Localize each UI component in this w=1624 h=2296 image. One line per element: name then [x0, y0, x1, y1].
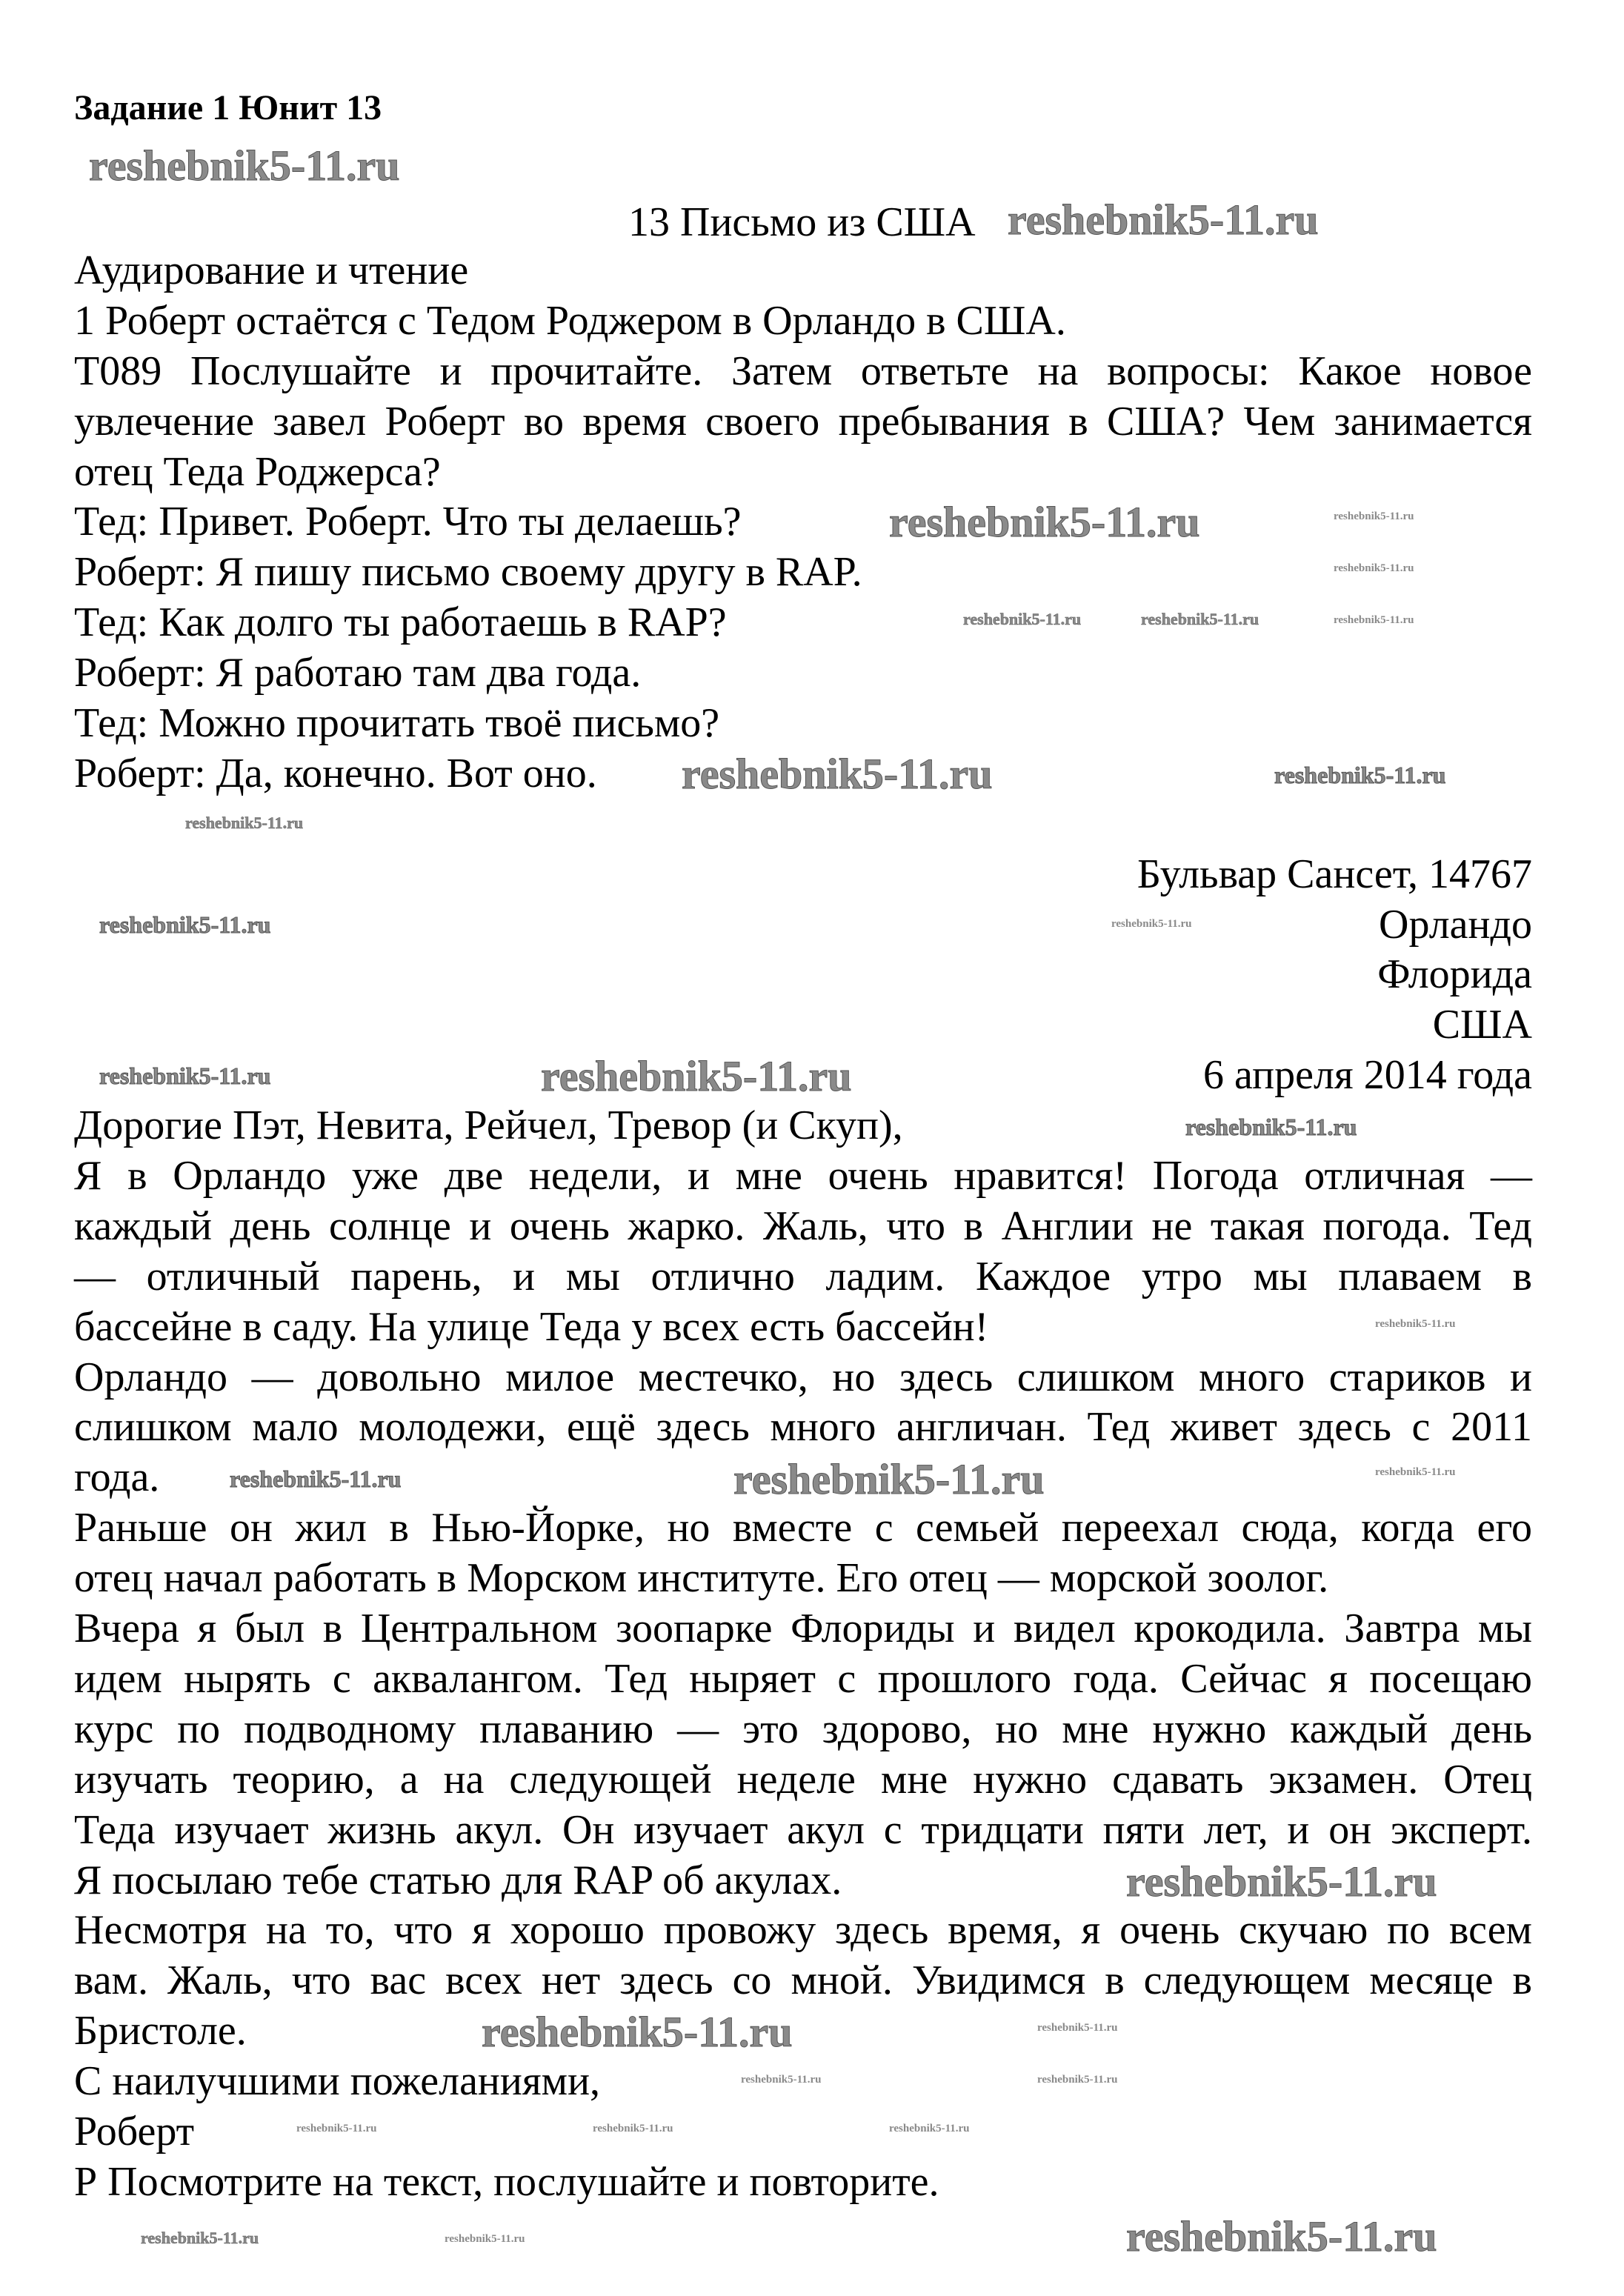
watermark: reshebnik5-11.ru	[1334, 510, 1414, 522]
letter-line: слишком мало молодежи, ещё здесь много англичан. Тед живет здесь с 2011	[74, 1404, 1532, 1451]
dialogue-line: Тед: Как долго ты работаешь в RAP?	[74, 599, 727, 646]
dialogue-line: Роберт: Я работаю там два года.	[74, 650, 642, 696]
letter-line: Раньше он жил в Нью-Йорке, но вместе с семьей переехал сюда, когда его	[74, 1505, 1532, 1551]
watermark: reshebnik5-11.ru	[741, 2074, 822, 2086]
letter-line: Я в Орландо уже две недели, и мне очень нравится! Погода отличная —	[74, 1153, 1532, 1199]
address-line: Флорида	[1377, 951, 1532, 998]
watermark: reshebnik5-11.ru	[541, 1052, 852, 1100]
letter-closing: С наилучшими пожеланиями,	[74, 2058, 601, 2105]
page-title: Задание 1 Юнит 13	[74, 88, 382, 127]
watermark: reshebnik5-11.ru	[141, 2229, 259, 2247]
letter-greeting: Дорогие Пэт, Невита, Рейчел, Тревор (и Скуп),	[74, 1102, 903, 1149]
document-body	[74, 246, 1532, 2208]
watermark: reshebnik5-11.ru	[99, 1062, 271, 1089]
address-line: США	[1432, 1002, 1532, 1048]
dialogue-line: Тед: Привет. Роберт. Что ты делаешь?	[74, 499, 742, 545]
dialogue-line: Роберт: Я пишу письмо своему другу в RAP.	[74, 549, 862, 596]
watermark: reshebnik5-11.ru	[230, 1465, 402, 1492]
watermark: reshebnik5-11.ru	[1141, 610, 1259, 628]
watermark: reshebnik5-11.ru	[296, 2123, 377, 2134]
letter-line: года.	[74, 1454, 160, 1501]
watermark: reshebnik5-11.ru	[99, 911, 271, 938]
letter-line: Несмотря на то, что я хорошо провожу здесь время, я очень скучаю по всем	[74, 1907, 1532, 1954]
watermark: reshebnik5-11.ru	[445, 2233, 525, 2245]
subheading: Аудирование и чтение	[74, 247, 469, 293]
watermark: reshebnik5-11.ru	[1375, 1466, 1456, 1478]
watermark: reshebnik5-11.ru	[89, 142, 400, 190]
letter-line: отец начал работать в Морском институте. Его отец — морской зоолог.	[74, 1555, 1329, 1602]
text-line: 1 Роберт остаётся с Тедом Роджером в Орландо в США.	[74, 297, 1066, 344]
letter-line: Бристоле.	[74, 2008, 247, 2054]
watermark: reshebnik5-11.ru	[889, 498, 1200, 546]
watermark: reshebnik5-11.ru	[963, 610, 1082, 628]
letter-line: Я посылаю тебе статью для RAP об акулах.	[74, 1857, 842, 1903]
letter-signature: Роберт	[74, 2108, 195, 2154]
section-heading: 13 Письмо из США	[628, 199, 976, 245]
watermark: reshebnik5-11.ru	[1375, 1318, 1456, 1330]
address-line: Орландо	[1379, 901, 1532, 948]
letter-line: Орландо — довольно милое местечко, но здесь слишком много стариков и	[74, 1354, 1532, 1400]
letter-line: бассейне в саду. На улице Теда у всех есть бассейн!	[74, 1303, 989, 1350]
watermark: reshebnik5-11.ru	[1111, 918, 1192, 930]
address-line: Бульвар Сансет, 14767	[1137, 851, 1532, 897]
text-line: T089 Послушайте и прочитайте. Затем ответьте на вопросы: Какое новое	[74, 347, 1532, 394]
watermark: reshebnik5-11.ru	[482, 2008, 793, 2056]
watermark: reshebnik5-11.ru	[185, 813, 304, 832]
watermark: reshebnik5-11.ru	[1126, 2212, 1437, 2260]
watermark: reshebnik5-11.ru	[889, 2123, 970, 2134]
letter-line: каждый день солнце и очень жарко. Жаль, что в Англии не такая погода. Тед	[74, 1202, 1532, 1249]
watermark: reshebnik5-11.ru	[1334, 562, 1414, 574]
watermark: reshebnik5-11.ru	[1037, 2074, 1118, 2086]
letter-line: Вчера я был в Центральном зоопарке Флориды и видел крокодила. Завтра мы	[74, 1605, 1532, 1652]
dialogue-line: Роберт: Да, конечно. Вот оно.	[74, 750, 597, 796]
text-line: увлечение завел Роберт во время своего пребывания в США? Чем занимается	[74, 398, 1532, 445]
text-line: отец Теда Роджерса?	[74, 448, 441, 495]
instruction-line: Р Посмотрите на текст, послушайте и повторите.	[74, 2158, 939, 2205]
letter-line: вам. Жаль, что вас всех нет здесь со мной. Увидимся в следующем месяце в	[74, 1957, 1532, 2004]
watermark: reshebnik5-11.ru	[1008, 196, 1319, 244]
watermark: reshebnik5-11.ru	[593, 2123, 673, 2134]
letter-line: изучать теорию, а на следующей неделе мне нужно сдавать экзамен. Отец	[74, 1756, 1532, 1803]
letter-line: курс по подводному плаванию — это здорово, но мне нужно каждый день	[74, 1706, 1532, 1752]
watermark: reshebnik5-11.ru	[1126, 1857, 1437, 1906]
watermark: reshebnik5-11.ru	[733, 1455, 1045, 1503]
watermark: reshebnik5-11.ru	[1274, 762, 1446, 788]
dialogue-line: Тед: Можно прочитать твоё письмо?	[74, 700, 720, 747]
letter-line: — отличный парень, и мы отлично ладим. Каждое утро мы плаваем в	[74, 1253, 1532, 1300]
letter-line: идем нырять с аквалангом. Тед ныряет с прошлого года. Сейчас я посещаю	[74, 1655, 1532, 1702]
watermark: reshebnik5-11.ru	[1334, 614, 1414, 626]
watermark: reshebnik5-11.ru	[1037, 2022, 1118, 2034]
letter-line: Теда изучает жизнь акул. Он изучает акул с тридцати пяти лет, и он эксперт.	[74, 1806, 1532, 1853]
watermark: reshebnik5-11.ru	[1185, 1114, 1357, 1140]
letter-date: 6 апреля 2014 года	[1203, 1052, 1532, 1099]
watermark: reshebnik5-11.ru	[682, 750, 993, 798]
